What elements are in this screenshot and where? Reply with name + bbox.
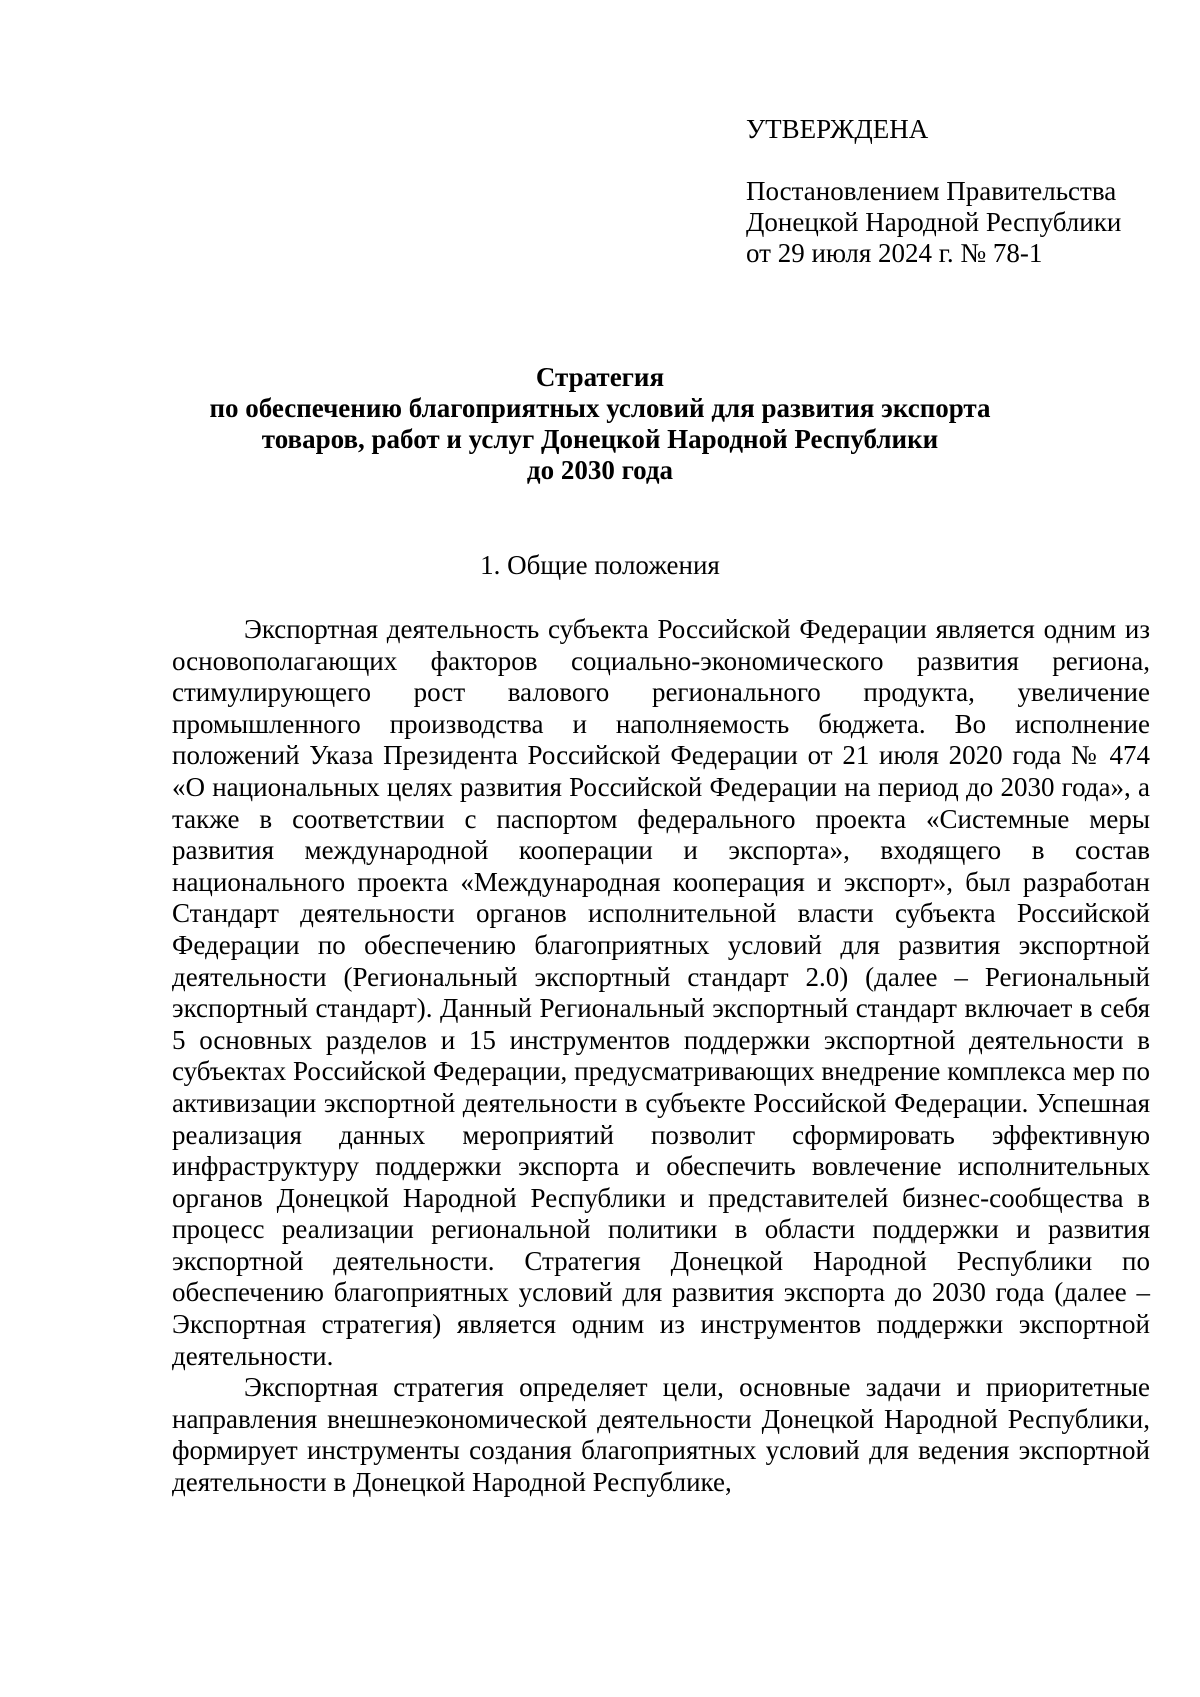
approval-decree-line: Постановлением Правительства	[746, 176, 1117, 206]
document-title	[150, 362, 1050, 486]
approval-block	[746, 114, 1166, 269]
body-text	[172, 614, 1150, 1499]
approval-government-line: Донецкой Народной Республики	[746, 207, 1122, 237]
body-paragraph: Экспортная стратегия определяет цели, основные задачи и приоритетные направления внешнеэкономической деятельности Донецкой Народной Республики, формирует инструменты создания благоприятных условий для ведения экспортной деятельности в Донецкой Народной Республике,	[172, 1372, 1150, 1498]
document-title-line: по обеспечению благоприятных условий для развития экспорта	[209, 393, 991, 423]
approval-date-line: от 29 июля 2024 г. № 78-1	[746, 238, 1043, 268]
document-title-line: Стратегия	[535, 362, 665, 392]
document-title-line: товаров, работ и услуг Донецкой Народной Республики	[261, 424, 939, 454]
body-paragraph: Экспортная деятельность субъекта Российской Федерации является одним из основополагающих факторов социально-экономического развития региона, стимулирующего рост валового регионального продукта, увеличение промышленного производства и наполняемость бюджета. Во исполнение положений Указа Президента Российской Федерации от 21 июля 2020 года № 474 «О национальных целях развития Российской Федерации на период до 2030 года», а также в соответствии с паспортом федерального проекта «Системные меры развития международной кооперации и экспорта», входящего в состав национального проекта «Международная кооперация и экспорт», был разработан Стандарт деятельности органов исполнительной власти субъекта Российской Федерации по обеспечению благоприятных условий для развития экспортной деятельности (Региональный экспортный стандарт 2.0) (далее – Региональный экспортный стандарт). Данный Региональный экспортный стандарт включает в себя 5 основных разделов и 15 инструментов поддержки экспортной деятельности в субъектах Российской Федерации, предусматривающих внедрение комплекса мер по активизации экспортной деятельности в субъекте Российской Федерации. Успешная реализация данных мероприятий позволит сформировать эффективную инфраструктуру поддержки экспорта и обеспечить вовлечение исполнительных органов Донецкой Народной Республики и представителей бизнес-сообщества в процесс реализации региональной политики в области поддержки и развития экспортной деятельности. Стратегия Донецкой Народной Республики по обеспечению благоприятных условий для развития экспорта до 2030 года (далее – Экспортная стратегия) является одним из инструментов поддержки экспортной деятельности.	[172, 614, 1150, 1371]
document-title-line: до 2030 года	[526, 455, 674, 485]
approval-title: УТВЕРЖДЕНА	[746, 114, 929, 144]
section-heading: 1. Общие положения	[480, 550, 720, 580]
